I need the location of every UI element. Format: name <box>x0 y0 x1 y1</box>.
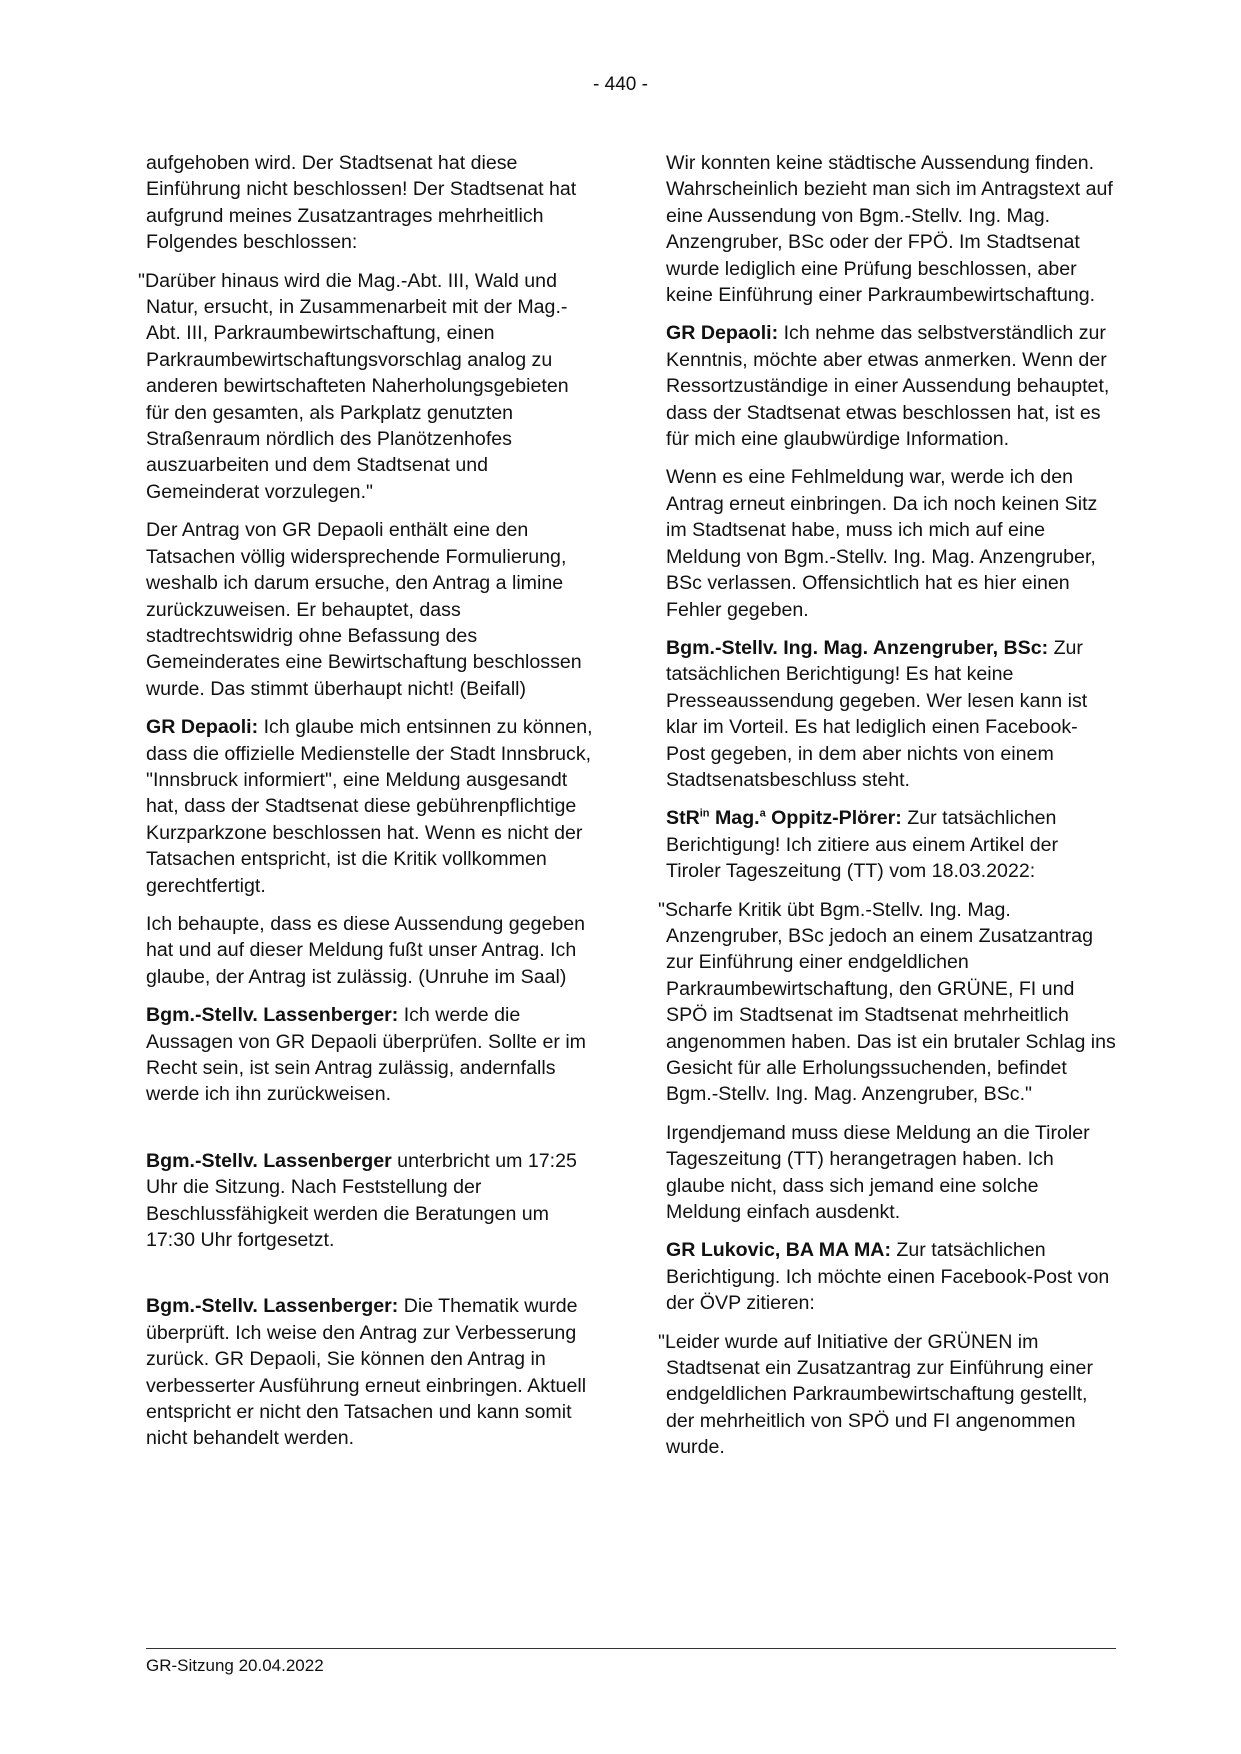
speech-paragraph <box>146 714 596 899</box>
quote-paragraph <box>658 1329 1116 1461</box>
paragraph <box>146 150 596 256</box>
paragraph <box>666 464 1116 622</box>
paragraph-text: Wir konnten keine städtische Aussendung finden. Wahrscheinlich bezieht man sich im Antragstext auf eine Aussendung von Bgm.-Stellv. Ing. Mag. Anzengruber, BSc oder der FPÖ. Im Stadtsenat wurde lediglich eine Prüfung beschlossen, aber keine Einführung einer Parkraumbewirtschaftung. <box>666 152 1113 307</box>
speaker-name: Bgm.-Stellv. Lassenberger <box>146 1149 392 1172</box>
speech-paragraph <box>666 635 1116 793</box>
speaker-degree-superscript: a <box>759 807 766 820</box>
speaker-name: Bgm.-Stellv. Ing. Mag. Anzengruber, BSc: <box>666 636 1049 659</box>
paragraph-text: unterbricht um 17:25 Uhr die Sitzung. Nach Feststellung der Beschlussfähigkeit werden die Beratungen um 17:30 Uhr fortgesetzt. <box>146 1149 577 1252</box>
speech-paragraph <box>666 1237 1116 1316</box>
paragraph-text: Wenn es eine Fehlmeldung war, werde ich den Antrag erneut einbringen. Da ich noch keinen Sitz im Stadtsenat habe, muss ich mich auf eine Meldung von Bgm.-Stellv. Ing. Mag. Anzengruber, BSc verlassen. Offensichtlich hat es hier einen Fehler gegeben. <box>666 466 1098 621</box>
paragraph-text: "Leider wurde auf Initiative der GRÜNEN im Stadtsenat ein Zusatzantrag zur Einführung einer endgeldlichen Parkraumbewirtschaftung gestellt, der mehrheitlich von SPÖ und FI angenommen wurde. <box>658 1330 1093 1459</box>
speaker-degree: Mag. <box>709 807 760 830</box>
speaker-title-superscript: in <box>699 807 710 820</box>
speech-paragraph <box>146 1002 596 1108</box>
paragraph-text: Zur tatsächlichen Berichtigung! Es hat keine Presseaussendung gegeben. Wer lesen kann ist klar im Vorteil. Es hat lediglich einen Facebook-Post gegeben, in dem aber nichts von einem Stadtsenatsbeschluss steht. <box>666 636 1088 791</box>
paragraph <box>146 911 596 990</box>
quote-paragraph <box>658 897 1116 1108</box>
paragraph-text: Ich glaube mich entsinnen zu können, dass die offizielle Medienstelle der Stadt Innsbruck, "Innsbruck informiert", eine Meldung ausgesandt hat, dass der Stadtsenat diese gebührenpflichtige Kurzparkzone beschlossen hat. Wenn es nicht der Tatsachen entspricht, ist die Kritik vollkommen gerechtfertigt. <box>146 716 593 897</box>
session-note-paragraph <box>146 1148 596 1254</box>
quote-paragraph <box>138 268 596 506</box>
left-column <box>138 150 596 1464</box>
paragraph-text: Der Antrag von GR Depaoli enthält eine den Tatsachen völlig widersprechende Formulierung, weshalb ich darum ersuche, den Antrag a limine zurückzuweisen. Er behauptet, dass stadtrechtswidrig ohne Befassung des Gemeinderates eine Bewirtschaftung beschlossen wurde. Das stimmt überhaupt nicht! (Beifall) <box>146 519 582 700</box>
paragraph-text: Die Thematik wurde überprüft. Ich weise den Antrag zur Verbesserung zurück. GR Depaoli, Sie können den Antrag in verbesserter Ausführung erneut einbringen. Aktuell entspricht er nicht den Tatsachen und kann somit nicht behandelt werden. <box>146 1295 587 1450</box>
paragraph-text: Ich behaupte, dass es diese Aussendung gegeben hat und auf dieser Meldung fußt unser Antrag. Ich glaube, der Antrag ist zulässig. (Unruhe im Saal) <box>146 912 586 988</box>
paragraph <box>146 517 596 702</box>
speaker-name <box>666 807 902 829</box>
speech-paragraph <box>666 320 1116 452</box>
footer-session-date: GR-Sitzung 20.04.2022 <box>146 1656 324 1675</box>
paragraph-text: Ich werde die Aussagen von GR Depaoli überprüfen. Sollte er im Recht sein, ist sein Antrag zulässig, andernfalls werde ich ihn zurückweisen. <box>146 1004 587 1106</box>
paragraph-text: "Scharfe Kritik übt Bgm.-Stellv. Ing. Mag. Anzengruber, BSc jedoch an einem Zusatzantrag zur Einführung einer endgeldlichen Parkraumbewirtschaftung, den GRÜNE, FI und SPÖ im Stadtsenat im Stadtsenat mehrheitlich angenommen haben. Das ist ein brutaler Schlag ins Gesicht für alle Erholungssuchenden, befindet Bgm.-Stellv. Ing. Mag. Anzengruber, BSc." <box>658 898 1116 1106</box>
speaker-name: Bgm.-Stellv. Lassenberger: <box>146 1004 399 1027</box>
paragraph <box>666 150 1116 308</box>
speech-paragraph <box>666 805 1116 884</box>
paragraph-text: "Darüber hinaus wird die Mag.-Abt. III, Wald und Natur, ersucht, in Zusammenarbeit mit der Mag.-Abt. III, Parkraumbewirtschaftung, einen Parkraumbewirtschaftungsvorschlag analog zu anderen bewirtschafteten Naherholungsgebieten für den gesamten, als Parkplatz genutzten Straßenraum nördlich des Planötzenhofes auszuarbeiten und dem Stadtsenat und Gemeinderat vorzulegen." <box>138 269 569 503</box>
paragraph-text: Zur tatsächlichen Berichtigung! Ich zitiere aus einem Artikel der Tiroler Tageszeitung (TT) vom 18.03.2022: <box>666 807 1059 883</box>
speaker-title: StR <box>666 807 700 830</box>
page-number: - 440 - <box>593 74 648 95</box>
speaker-name: GR Depaoli: <box>146 716 259 739</box>
speaker-name: Bgm.-Stellv. Lassenberger: <box>146 1295 399 1318</box>
speaker-name: GR Lukovic, BA MA MA: <box>666 1239 891 1262</box>
speaker-name: GR Depaoli: <box>666 322 779 345</box>
speaker-surname: Oppitz-Plörer: <box>765 807 902 830</box>
paragraph-text: aufgehoben wird. Der Stadtsenat hat diese Einführung nicht beschlossen! Der Stadtsenat hat aufgrund meines Zusatzantrages mehrheitlich Folgendes beschlossen: <box>146 152 577 254</box>
speech-paragraph <box>146 1293 596 1451</box>
paragraph-text: Zur tatsächlichen Berichtigung. Ich möchte einen Facebook-Post von der ÖVP zitieren: <box>666 1239 1110 1315</box>
paragraph <box>666 1120 1116 1226</box>
paragraph-text: Ich nehme das selbstverständlich zur Kenntnis, möchte aber etwas anmerken. Wenn der Ressortzuständige in einer Aussendung behauptet, dass der Stadtsenat etwas beschlossen hat, ist es für mich eine glaubwürdige Information. <box>666 322 1110 451</box>
footer-divider <box>146 1648 1116 1649</box>
right-column <box>658 150 1116 1473</box>
paragraph-text: Irgendjemand muss diese Meldung an die Tiroler Tageszeitung (TT) herangetragen haben. Ich glaube nicht, dass sich jemand eine solche Meldung einfach ausdenkt. <box>666 1121 1090 1224</box>
